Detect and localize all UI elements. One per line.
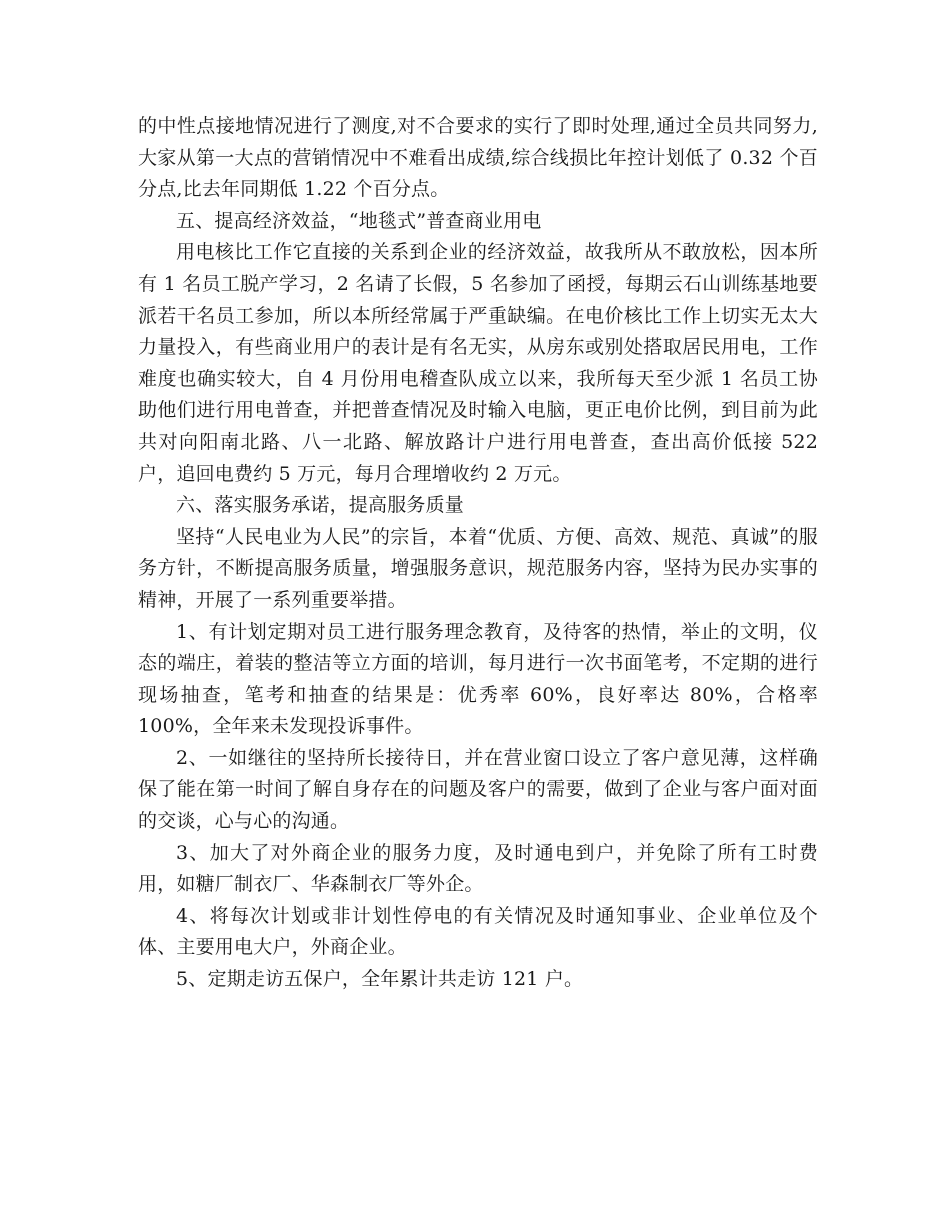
- list-item-3: 3、加大了对外商企业的服务力度，及时通电到户，并免除了所有工时费用，如糖厂制衣厂、华森制衣厂等外企。: [138, 841, 818, 896]
- list-item-4: 4、将每次计划或非计划性停电的有关情况及时通知事业、企业单位及个体、主要用电大户，外商企业。: [138, 904, 818, 959]
- document-body: [138, 111, 818, 996]
- body-paragraph-service-principle: 坚持“人民电业为人民”的宗旨，本着“优质、方便、高效、规范、真诚”的服务方针，不断提高服务质量，增强服务意识，规范服务内容，坚持为民办实事的精神，开展了一系列重要举措。: [138, 525, 818, 611]
- section-heading-6: 六、落实服务承诺，提高服务质量: [176, 494, 465, 517]
- list-item-2: 2、一如继往的坚持所长接待日，并在营业窗口设立了客户意见薄，这样确保了能在第一时间了解自身存在的问题及客户的需要，做到了企业与客户面对面的交谈，心与心的沟通。: [138, 746, 818, 833]
- list-item-1: 1、有计划定期对员工进行服务理念教育，及待客的热情，举止的文明，仪态的端庄，着装的整洁等立方面的培训，每月进行一次书面笔考，不定期的进行现场抽查，笔考和抽查的结果是：优秀率 60%，良好率达 80%，合格率 100%，全年来未发现投诉事件。: [138, 620, 818, 738]
- continuation-paragraph: 的中性点接地情况进行了测度,对不合要求的实行了即时处理,通过全员共同努力,大家从第一大点的营销情况中不难看出成绩,综合线损比年控计划低了 0.32 个百分点,比去年同期低 1.22 个百分点。: [138, 115, 818, 201]
- list-item-5: 5、定期走访五保户，全年累计共走访 121 户。: [176, 968, 584, 991]
- body-paragraph-tariff-check: 用电核比工作它直接的关系到企业的经济效益，故我所从不敢放松，因本所有 1 名员工脱产学习，2 名请了长假，5 名参加了函授，每期云石山训练基地要派若干名员工参加，所以本所经常属于严重缺编。在电价核比工作上切实无太大力量投入，有些商业用户的表计是有名无实，从房东或别处搭取居民用电，工作难度也确实较大，自 4 月份用电稽查队成立以来，我所每天至少派 1 名员工协助他们进行用电普查，并把普查情况及时输入电脑，更正电价比例，到目前为此共对向阳南北路、八一北路、解放路计户进行用电普查，查出高价低接 522 户，追回电费约 5 万元，每月合理增收约 2 万元。: [138, 241, 818, 485]
- section-heading-5: 五、提高经济效益，“地毯式”普查商业用电: [176, 209, 542, 232]
